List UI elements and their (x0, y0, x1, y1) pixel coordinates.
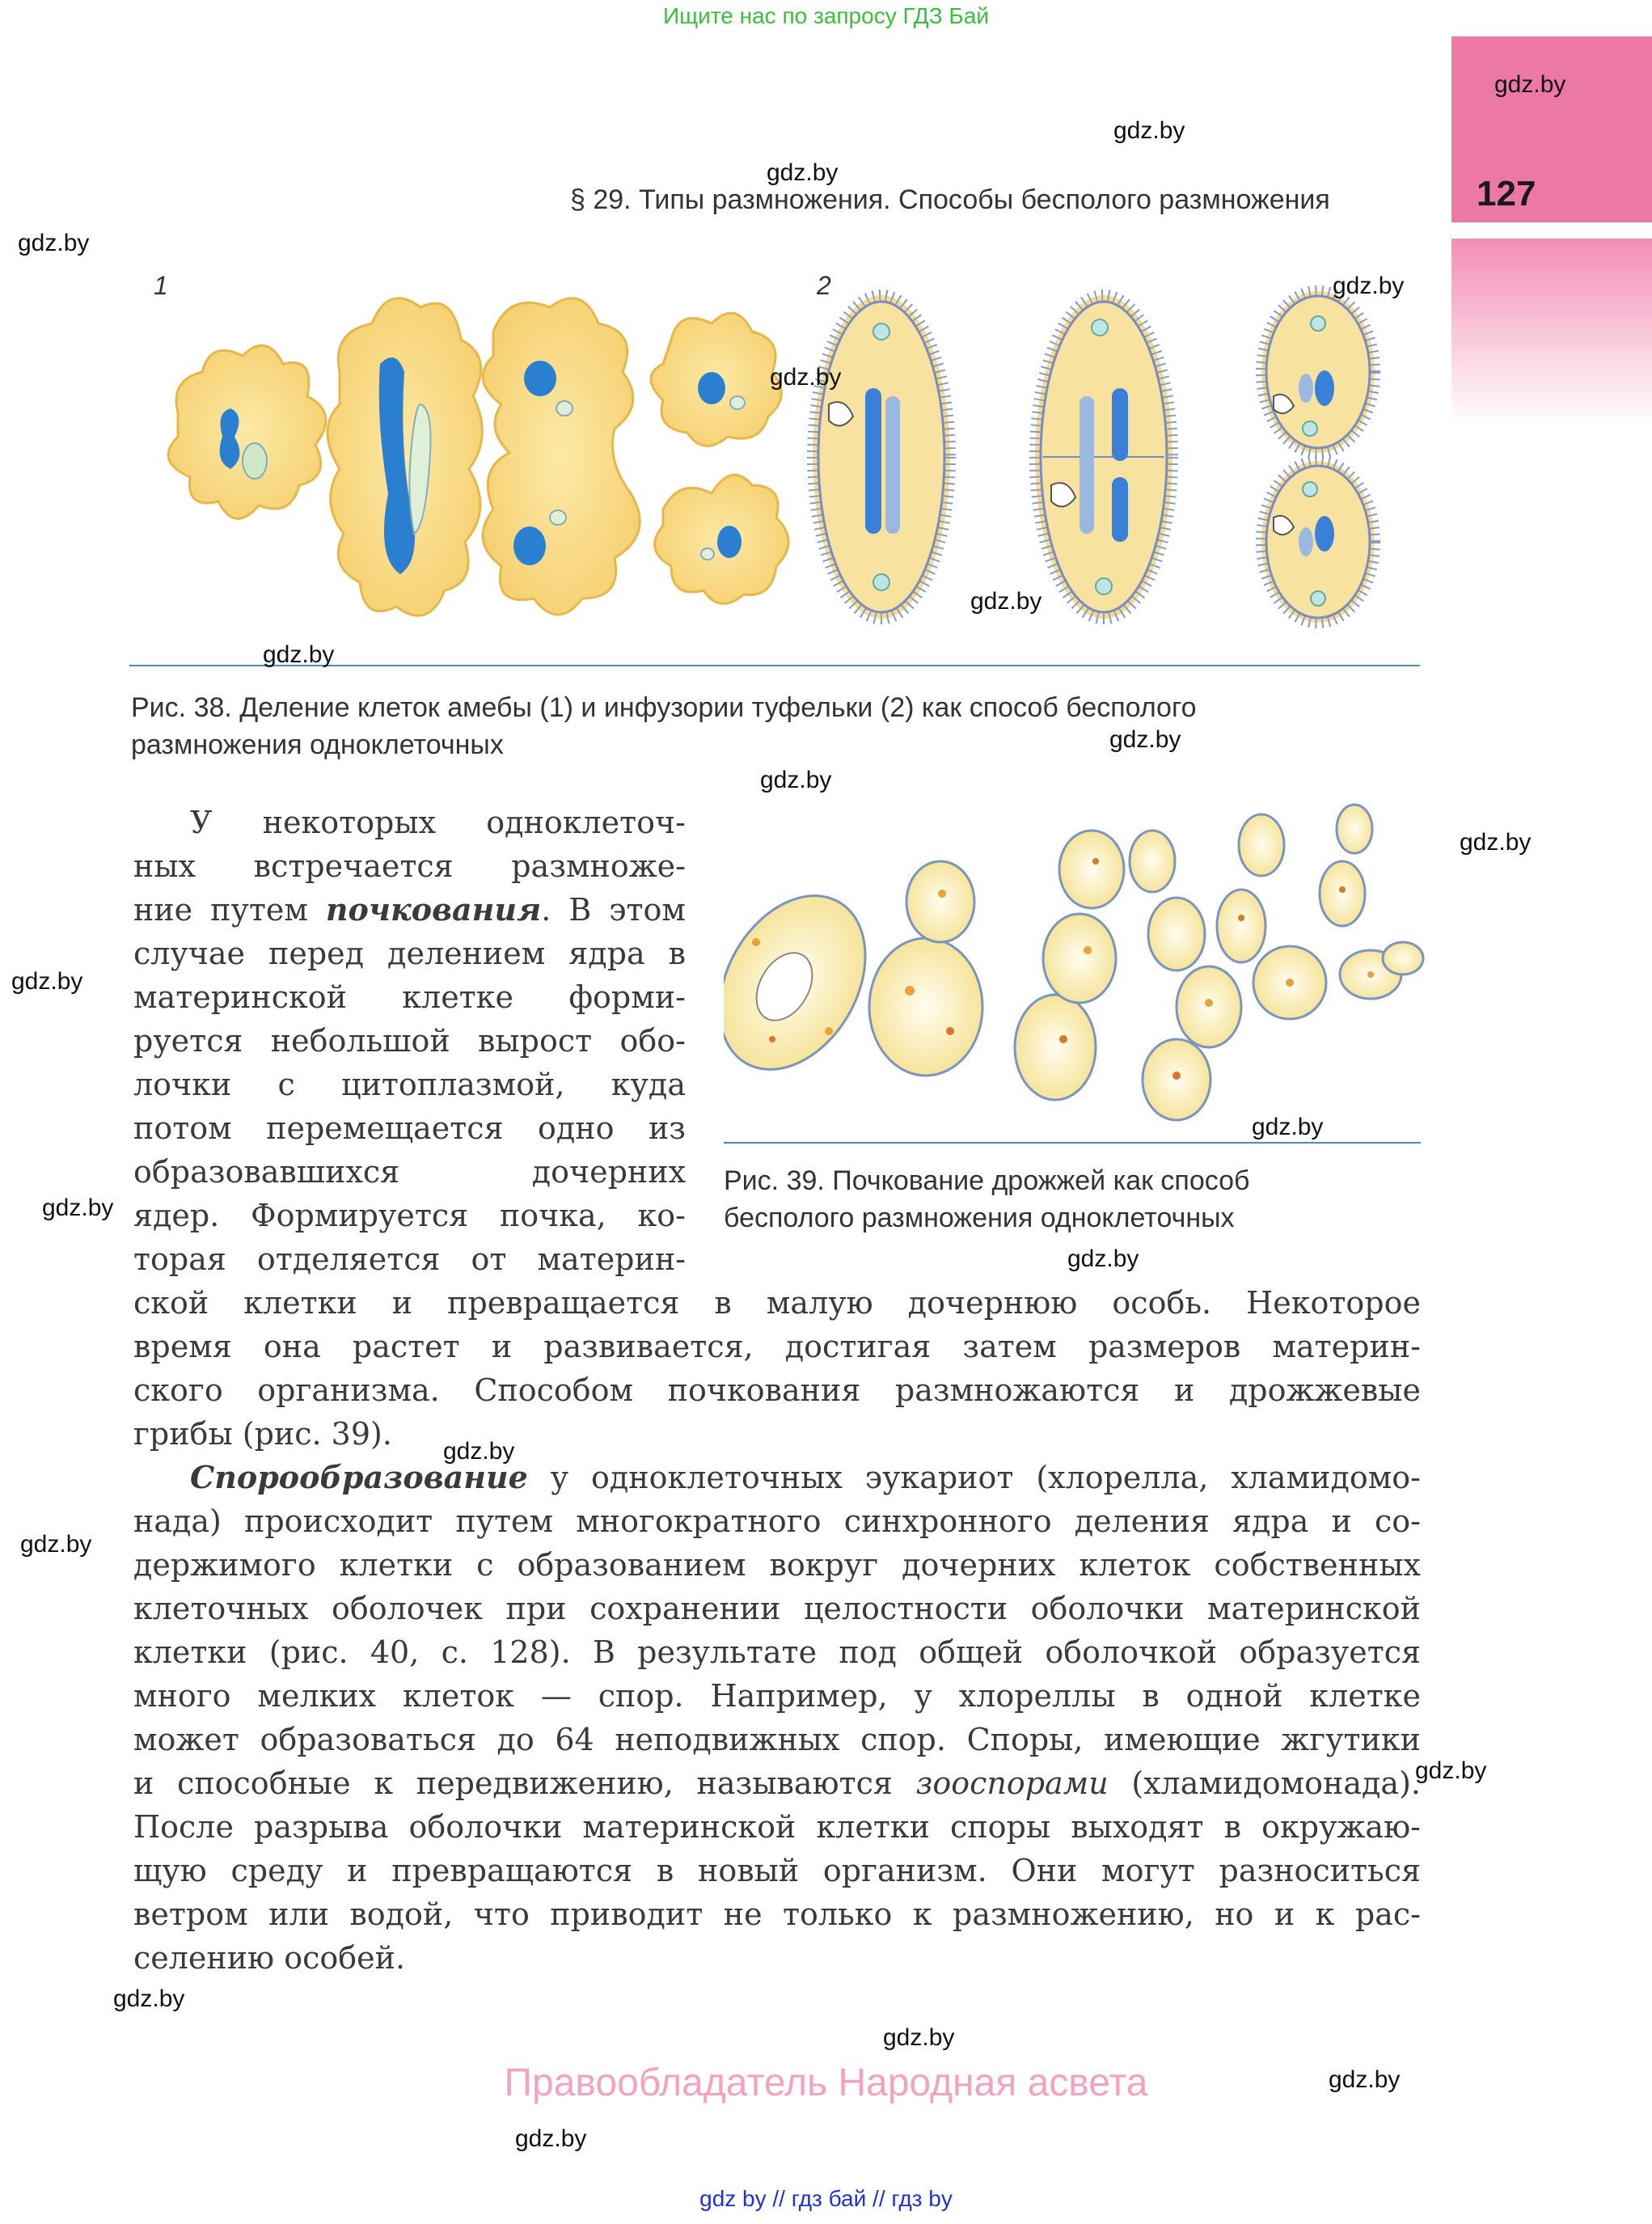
text-line: материнской клетке форми- (133, 979, 686, 1015)
paramecium-cell-3 (1261, 291, 1375, 623)
watermark: gdz.by (263, 641, 335, 668)
watermark: gdz.by (1415, 1757, 1487, 1784)
watermark: gdz.by (883, 2024, 955, 2051)
text-line (133, 1761, 1421, 1805)
text-fragment: . В этом (541, 892, 686, 928)
text-line: потом перемещается одно из (133, 1110, 686, 1146)
watermark: gdz.by (1460, 829, 1532, 856)
text-line: держимого клетки с образованием вокруг дочерних клеток собственных (133, 1547, 1421, 1583)
text-line: случае перед делением ядра в (133, 936, 686, 971)
amoeba-cell-3 (483, 298, 640, 615)
text-line: образовавшихся дочерних (133, 1154, 686, 1190)
text-line: торая отделяется от материн- (133, 1241, 686, 1277)
text-line: щую среду и превращаются в новый организм. Они могут разноситься (133, 1853, 1421, 1888)
figure-39-caption-line-2: бесполого размножения одноклеточных (724, 1203, 1235, 1233)
paragraph-1-wide (133, 1281, 1421, 1456)
section-title: § 29. Типы размножения. Способы бесполого размножения (570, 184, 1330, 215)
term-budding: почкования (325, 891, 542, 928)
watermark: gdz.by (11, 968, 83, 995)
paragraph-2 (133, 1456, 1421, 1980)
text-line: может образоваться до 64 неподвижных спор. Споры, имеющие жгутики (133, 1722, 1421, 1757)
text-line: ядер. Формируется почка, ко- (133, 1198, 686, 1233)
paragraph-1-narrow (133, 801, 686, 1281)
watermark: gdz.by (770, 364, 842, 391)
text-line: клетки (рис. 40, с. 128). В результате под общей оболочкой образуется (133, 1634, 1421, 1670)
text-line (133, 1456, 1421, 1499)
amoeba-cell-2 (327, 298, 482, 616)
amoeba-cell-1 (168, 345, 326, 518)
text-line: ветром или водой, что приводит не только к размножению, но и к рас- (133, 1896, 1421, 1932)
text-line (133, 888, 686, 932)
watermark: gdz.by (42, 1194, 114, 1221)
text-fragment: у одноклеточных эукариот (хлорелла, хламидомо- (527, 1460, 1421, 1495)
figure-38-illustration (154, 275, 1447, 655)
amoeba-cell-4 (651, 313, 788, 603)
text-line: ской клетки и превращается в малую дочернюю особь. Некоторое (133, 1285, 1421, 1321)
figure-38-label-1: 1 (154, 271, 168, 300)
watermark: gdz.by (1252, 1114, 1324, 1140)
watermark: gdz.by (443, 1438, 515, 1465)
figure-39-illustration (724, 797, 1435, 1128)
top-banner[interactable]: Ищите нас по запросу ГДЗ Бай (662, 3, 990, 28)
yeast-cell-2 (869, 861, 982, 1076)
watermark: gdz.by (1109, 726, 1181, 753)
bottom-links[interactable]: gdz by // гдз бай // гдз by (699, 2186, 953, 2211)
yeast-cell-4 (1130, 805, 1423, 1120)
figure-39-caption-line-1: Рис. 39. Почкование дрожжей как способ (724, 1165, 1250, 1196)
paramecium-cell-1 (813, 295, 950, 619)
text-line: селению особей. (133, 1940, 406, 1976)
text-fragment: ние путем (133, 892, 308, 928)
figure-38-caption-line-1: Рис. 38. Деление клеток амебы (1) и инфузории туфельки (2) как способ бесполого (131, 692, 1197, 723)
watermark: gdz.by (1113, 117, 1185, 144)
watermark: gdz.by (1067, 1245, 1139, 1272)
watermark: gdz.by (18, 230, 90, 256)
term-zoospores: зооспорами (915, 1765, 1109, 1801)
text-line: У некоторых одноклеточ- (190, 805, 686, 840)
page-number: 127 (1477, 174, 1536, 214)
text-line: После разрыва оболочки материнской клетки споры выходят в окружаю- (133, 1809, 1421, 1845)
watermark: gdz.by (515, 2125, 587, 2152)
watermark: gdz.by (767, 159, 839, 186)
text-line: нада) происходит путем многократного синхронного деления ядра и со- (133, 1503, 1421, 1539)
text-fragment: (хламидомонада). (1108, 1765, 1421, 1801)
copyright-footer: Правообладатель Народная асвета (504, 2061, 1148, 2104)
text-line: время она растет и развивается, достигая затем размеров материн- (133, 1329, 1421, 1364)
watermark: gdz.by (113, 1985, 185, 2012)
figure-38-label-2: 2 (817, 271, 831, 300)
watermark: gdz.by (760, 767, 832, 793)
page-tab-fade (1451, 239, 1652, 425)
watermark: gdz.by (970, 588, 1042, 615)
text-line: много мелких клеток — спор. Например, у хлореллы в одной клетке (133, 1678, 1421, 1714)
text-fragment: и способные к передвижению, называются (133, 1765, 916, 1801)
text-line: ского организма. Способом почкования размножаются и дрожжевые (133, 1372, 1421, 1408)
text-line: ных встречается размноже- (133, 848, 686, 884)
watermark: gdz.by (20, 1531, 92, 1558)
watermark: gdz.by (1329, 2066, 1401, 2093)
watermark: gdz.by (1333, 273, 1405, 299)
text-line: грибы (рис. 39). (133, 1416, 392, 1452)
term-sporulation: Спорообразование (190, 1459, 528, 1495)
paramecium-cell-2 (1035, 295, 1172, 619)
yeast-cell-3 (1015, 831, 1124, 1100)
text-line: руется небольшой вырост обо- (133, 1023, 686, 1059)
watermark: gdz.by (1494, 71, 1566, 98)
figure-38-caption-line-2: размножения одноклеточных (131, 729, 504, 760)
yeast-cell-1 (724, 869, 895, 1095)
text-line: лочки с цитоплазмой, куда (133, 1067, 686, 1102)
text-line: клеточных оболочек при сохранении целостности оболочки материнской (133, 1591, 1421, 1626)
figure-39-rule (724, 1142, 1421, 1144)
